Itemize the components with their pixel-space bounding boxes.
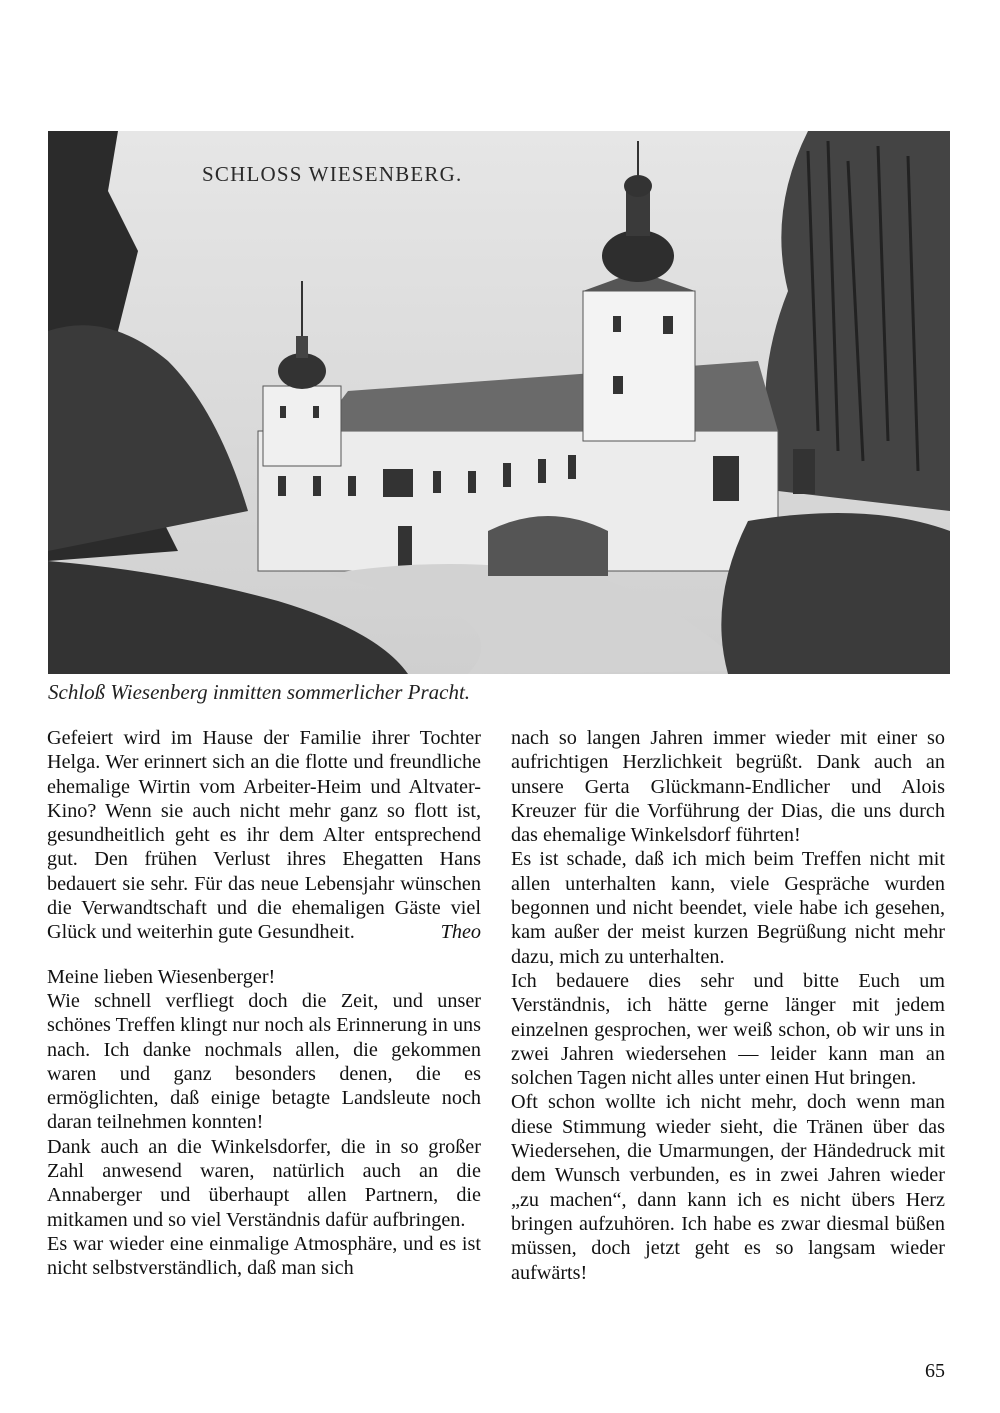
castle-illustration — [48, 131, 950, 674]
paragraph-text: Gefeiert wird im Hause der Familie ihrer Tochter Helga. Wer erinnert sich an die flotte und freundliche ehemalige Wirtin vom Arbeiter-Heim und Altvater-Kino? Wenn sie auch nicht mehr ganz so flott ist, gesundheitlich geht es ihr dem Alter entsprechend gut. Den frühen Verlust ihres Ehegatten Hans bedauert sie sehr. Für das neue Lebensjahr wünschen die Verwandtschaft und die ehemaligen Gäste viel Glück und weiterhin gute Gesundheit. — [47, 727, 481, 944]
paragraph: Dank auch an die Winkelsdorfer, die in so großer Zahl anwesend waren, natürlich auch an die Annaberger und überhaupt allen Partnern, die mitkamen und so viel Verständnis dafür aufbringen. — [47, 1135, 481, 1231]
castle-photo — [48, 131, 950, 674]
paragraph — [47, 726, 481, 945]
paragraph: Es war wieder eine einmalige Atmosphäre, und es ist nicht selbstverständlich, daß man sich — [47, 1232, 481, 1280]
photo-title: SCHLOSS WIESENBERG. — [202, 162, 463, 186]
signature: Theo — [440, 921, 481, 944]
paragraph: nach so langen Jahren immer wieder mit einer so aufrichtigen Herzlichkeit begrüßt. Dank auch an unsere Gerta Glückmann-Endlicher und Alois Kreuzer für die Vorführung der Dias, die uns durch das ehemalige Winkelsdorf führten! — [511, 727, 945, 847]
paragraph: Oft schon wollte ich nicht mehr, doch wenn man diese Stimmung wieder sieht, die Tränen über das Wiedersehen, die Umarmungen, der Händedruck mit dem Wunsch verbunden, es in zwei Jahren wieder „zu machen“, dann kann ich es nicht übers Herz bringen aufzuhören. Ich habe es zwar diesmal büßen müssen, doch jetzt geht es so langsam wieder aufwärts! — [511, 1091, 945, 1284]
paragraph: Ich bedauere dies sehr und bitte Euch um Verständnis, ich hätte gerne länger mit jedem einzelnen gesprochen, wer weiß schon, ob wir uns in zwei Jahren wiedersehen — leider kann man an solchen Tagen nicht alles unter einen Hut bringen. — [511, 969, 945, 1090]
paragraph: Es ist schade, daß ich mich beim Treffen nicht mit allen unterhalten kann, viele Gespräche wurden begonnen und nicht beendet, viele habe ich gesehen, kam außer der meist kurzen Begrüßung nicht mehr dazu, mich zu unterhalten. — [511, 848, 945, 968]
right-column — [511, 726, 945, 1285]
left-column — [47, 726, 481, 1281]
page-number: 65 — [925, 1360, 945, 1382]
paragraph: Wie schnell verfliegt doch die Zeit, und unser schönes Treffen klingt nur noch als Erinnerung in uns nach. Ich danke nochmals allen, die gekommen waren und ganz besonders denen, die es ermöglichten, daß einige betagte Landsleute noch daran teilnehmen konnten! — [47, 989, 481, 1134]
greeting: Meine lieben Wiesenberger! — [47, 965, 276, 988]
photo-caption: Schloß Wiesenberg inmitten sommerlicher Pracht. — [48, 680, 471, 704]
